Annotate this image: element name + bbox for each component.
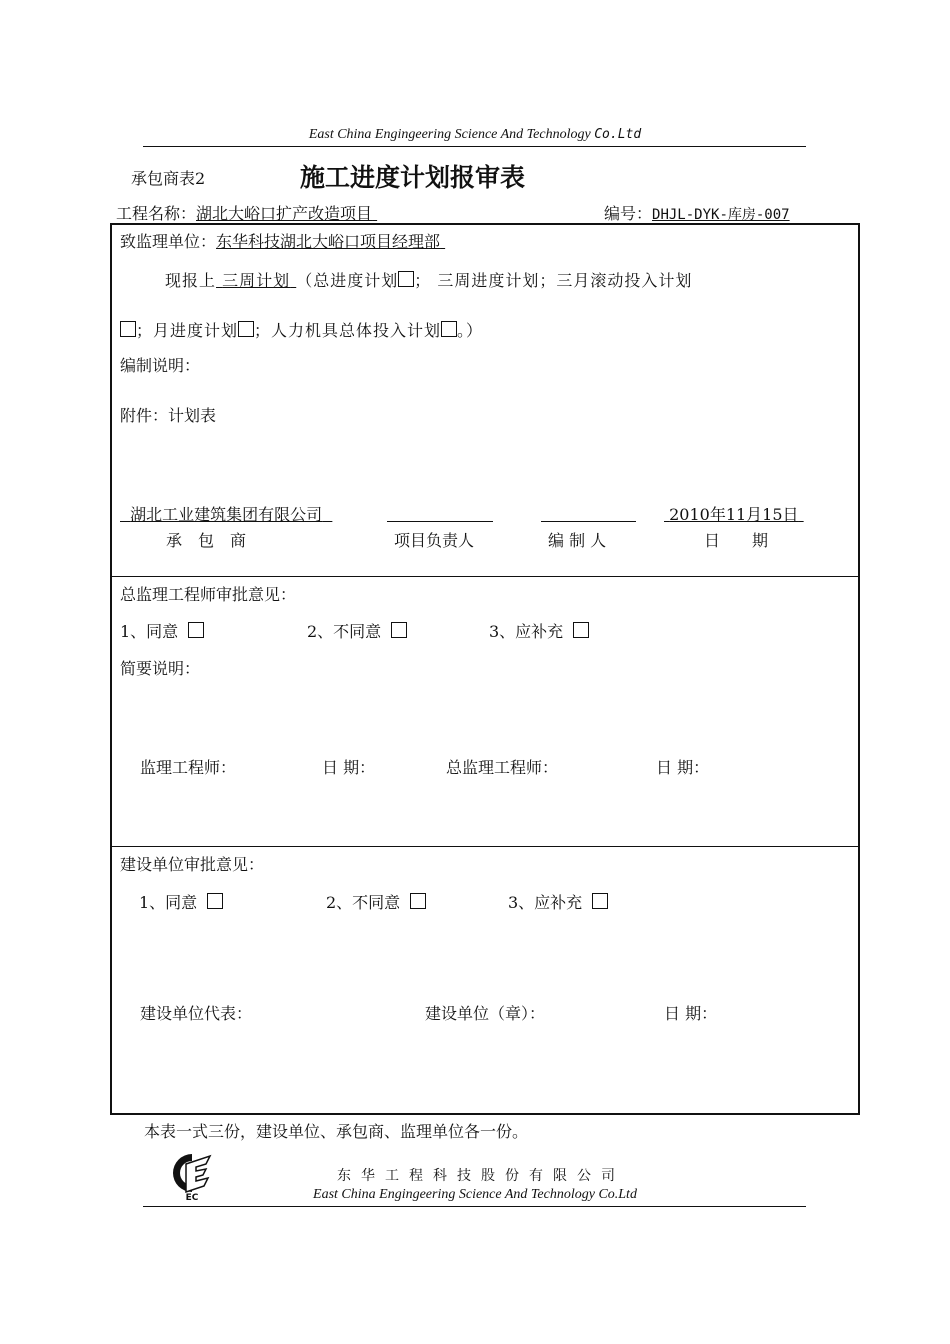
option-three-week: ； 三周进度计划；三月滚动投入计划 [414,271,693,290]
option-monthly: ；月进度计划 [136,321,239,340]
footer-company-cn: 东华工程科技股份有限公司 [337,1168,625,1184]
owner-disagree-checkbox[interactable] [410,893,426,909]
attachment-label: 附件：计划表 [120,406,217,425]
header-company-suffix: Co.Ltd [594,127,642,142]
option-manpower: ；人力机具总体投入计划 [254,321,442,340]
owner-rep-label: 建设单位代表： [140,1004,253,1023]
option-end: 。） [457,321,484,340]
contractor-caption: 承 包 商 [166,531,247,550]
chief-disagree-checkbox[interactable] [391,622,407,638]
notes-label: 编制说明： [120,356,201,375]
contractor-name-row [120,502,332,525]
form-code: 承包商表2 [131,169,206,188]
chief-option-disagree: 2、不同意 [307,619,407,642]
date-caption: 日 期 [704,531,769,550]
chief-engineer-label: 总监理工程师： [446,758,559,777]
supervisor-unit: 东华科技湖北大峪口项目经理部 [216,232,441,251]
chief-agree-checkbox[interactable] [188,622,204,638]
form-number-row [604,201,790,224]
owner-supplement-checkbox[interactable] [592,893,608,909]
manpower-plan-checkbox[interactable] [441,321,457,337]
footer-company-en [0,1187,950,1203]
project-name-row [116,201,377,224]
owner-seal-label: 建设单位（章）： [425,1004,546,1023]
project-name: 湖北大峪口扩产改造项目 [196,204,373,223]
footer-company-suffix: Co.Ltd [598,1187,637,1202]
manager-caption: 项目负责人 [394,531,475,550]
header-rule [143,146,806,147]
logo-text: EC [185,1193,199,1202]
header-company-name: East China Engingeering Science And Technology [308,127,591,142]
option-total-plan: （总进度计划 [296,271,399,290]
chief-approval-title: 总监理工程师审批意见： [120,585,297,604]
owner-agree-checkbox[interactable] [207,893,223,909]
chief-date-label: 日 期： [656,758,710,777]
monthly-plan-checkbox[interactable] [238,321,254,337]
section-divider-2 [110,846,860,847]
preparer-signature-line [541,521,636,522]
owner-date-label: 日 期： [664,1004,718,1023]
preparer-caption: 编 制 人 [548,531,607,550]
contractor-name: 湖北工业建筑集团有限公司 [130,505,323,524]
form-frame [110,223,860,1115]
to-supervisor-row [120,229,445,252]
chief-option-agree: 1、同意 [120,619,204,642]
owner-option-disagree: 2、不同意 [326,890,426,913]
header-company-en [0,127,950,143]
total-plan-checkbox[interactable] [398,271,414,287]
to-label: 致监理单位： [120,232,217,251]
date-row [664,502,804,525]
owner-option-supplement: 3、应补充 [508,890,608,913]
project-label: 工程名称： [116,204,197,223]
brief-label: 简要说明： [120,659,201,678]
number-label: 编号： [604,204,653,223]
chief-option-supplement: 3、应补充 [489,619,589,642]
footer-company-name: East China Engingeering Science And Technology [313,1187,595,1202]
page-title: 施工进度计划报审表 [300,163,526,192]
copies-note: 本表一式三份，建设单位、承包商、监理单位各一份。 [144,1122,529,1141]
report-row-2 [120,318,483,341]
report-prefix: 现报上 [165,271,217,290]
report-value: 三周计划 [222,271,291,290]
section-divider-1 [110,576,860,577]
footer-rule [143,1206,806,1207]
engineer-label: 监理工程师： [140,758,237,777]
report-row [165,268,692,291]
manager-signature-line [387,521,493,522]
engineer-date-label: 日 期： [322,758,376,777]
owner-approval-title: 建设单位审批意见： [120,855,265,874]
chief-supplement-checkbox[interactable] [573,622,589,638]
owner-option-agree: 1、同意 [139,890,223,913]
form-number: DHJL-DYK-库房-007 [652,207,790,223]
rolling-plan-checkbox[interactable] [120,321,136,337]
report-date: 2010年11月15日 [669,505,799,524]
